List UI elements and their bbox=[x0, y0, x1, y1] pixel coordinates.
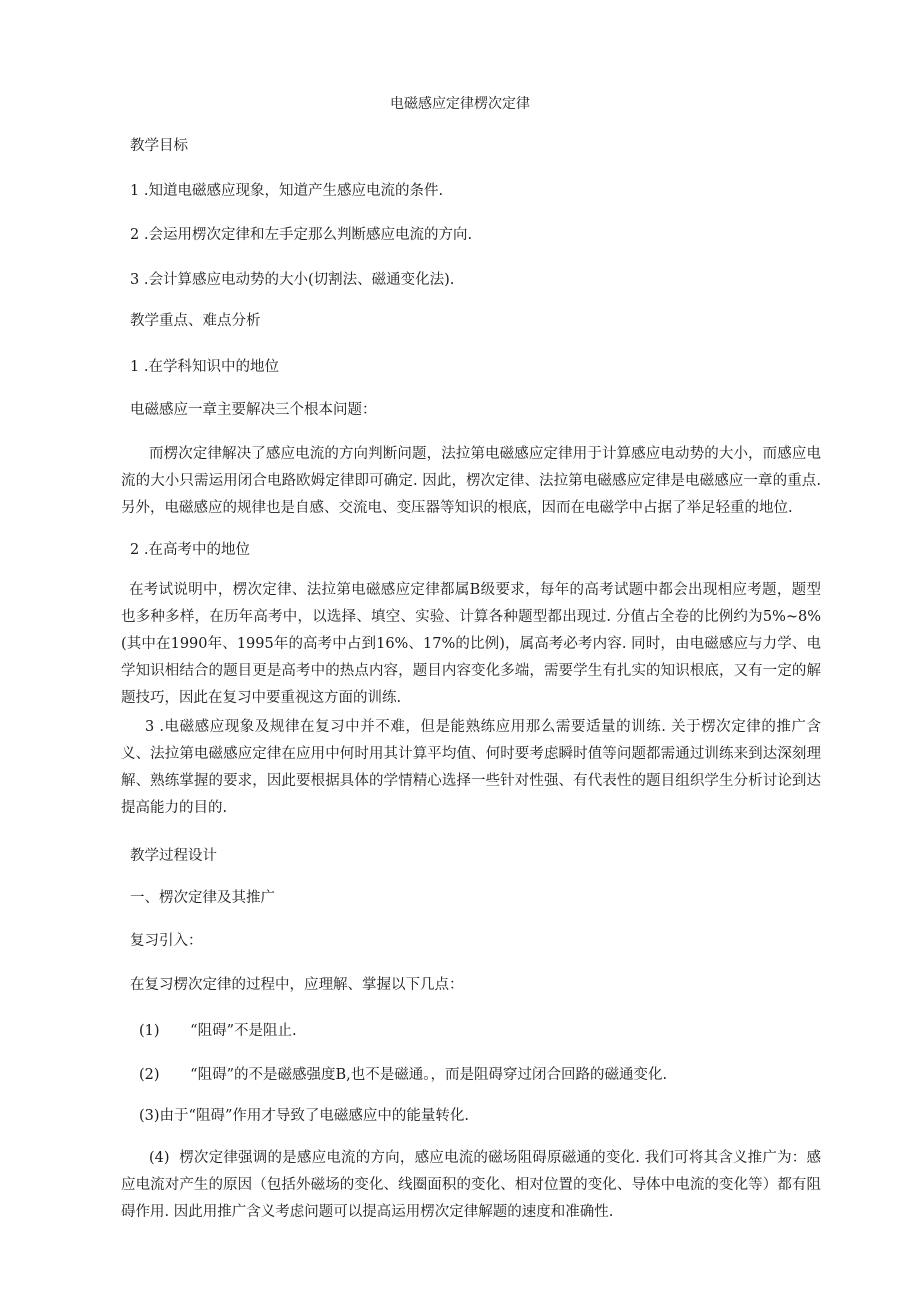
subsection-heading: 一、楞次定律及其推广 bbox=[130, 890, 275, 906]
goals-heading: 教学目标 bbox=[130, 138, 188, 154]
paragraph: 在考试说明中，楞次定律、法拉第电磁感应定律都属B级要求，每年的高考试题中都会出现相应考题，题型也多种多样，在历年高考中，以选择、填空、实验、计算各种题型都出现过. 分值占全卷的比例约为5%~8%(其中在1990年、1995年的高考中占到16%、17%的比例)，属高考必考内容. 同时，由电磁感应与力学、电学知识相结合的题目更是高考中的热点内容，题目内容变化多端，需要学生有扎实的知识根底，又有一定的解题技巧，因此在复习中要重视这方面的训练. bbox=[121, 582, 821, 706]
goal-item: 1 .知道电磁感应现象，知道产生感应电流的条件. bbox=[130, 183, 444, 199]
section-heading: 2 .在高考中的地位 bbox=[130, 542, 250, 558]
list-number: (2) bbox=[139, 1067, 160, 1083]
list-item bbox=[139, 1021, 297, 1041]
goal-item: 3 .会计算感应电动势的大小(切割法、磁通变化法). bbox=[130, 272, 455, 288]
list-text: “阻碍”不是阻止. bbox=[190, 1023, 297, 1039]
list-text: “阻碍”的不是磁感强度B,也不是磁通。，而是阻碍穿过闭合回路的磁通变化. bbox=[190, 1067, 668, 1083]
list-number: (3) bbox=[139, 1108, 160, 1124]
list-item bbox=[139, 1106, 469, 1126]
section-heading: 1 .在学科知识中的地位 bbox=[130, 359, 279, 375]
list-item bbox=[121, 1145, 821, 1226]
process-heading: 教学过程设计 bbox=[130, 848, 217, 864]
review-intro: 在复习楞次定律的过程中，应理解、掌握以下几点： bbox=[130, 977, 464, 993]
list-number: (1) bbox=[139, 1023, 160, 1039]
page-title: 电磁感应定律楞次定律 bbox=[390, 96, 530, 112]
paragraph: 3 .电磁感应现象及规律在复习中并不难，但是能熟练应用那么需要适量的训练. 关于楞次定律的推广含义、法拉第电磁感应定律在应用中何时用其计算平均值、何时要考虑瞬时值等问题都需通过训练来到达深刻理解、熟练掌握的要求，因此要根据具体的学情精心选择一些针对性强、有代表性的题目组织学生分析讨论到达提高能力的目的. bbox=[121, 719, 821, 816]
review-label: 复习引入： bbox=[130, 933, 203, 949]
analysis-heading: 教学重点、难点分析 bbox=[130, 313, 261, 329]
list-item bbox=[139, 1065, 667, 1085]
list-text: 由于“阻碍”作用才导致了电磁感应中的能量转化. bbox=[159, 1108, 469, 1124]
section-intro: 电磁感应一章主要解决三个根本问题： bbox=[130, 402, 377, 418]
paragraph: 而楞次定律解决了感应电流的方向判断问题，法拉第电磁感应定律用于计算感应电动势的大小，而感应电流的大小只需运用闭合电路欧姆定律即可确定. 因此，楞次定律、法拉第电磁感应定律是电磁感应一章的重点. 另外，电磁感应的规律也是自感、交流电、变压器等知识的根底，因而在电磁学中占据了举足轻重的地位. bbox=[121, 446, 821, 516]
list-number: (4) bbox=[149, 1150, 170, 1166]
goal-item: 2 .会运用楞次定律和左手定那么判断感应电流的方向. bbox=[130, 227, 473, 243]
list-text: 楞次定律强调的是感应电流的方向，感应电流的磁场阻碍原磁通的变化. 我们可将其含义推广为：感应电流对产生的原因（包括外磁场的变化、线圈面积的变化、相对位置的变化、导体中电流的变化等）都有阻碍作用. 因此用推广含义考虑问题可以提高运用楞次定律解题的速度和准确性. bbox=[121, 1150, 822, 1220]
